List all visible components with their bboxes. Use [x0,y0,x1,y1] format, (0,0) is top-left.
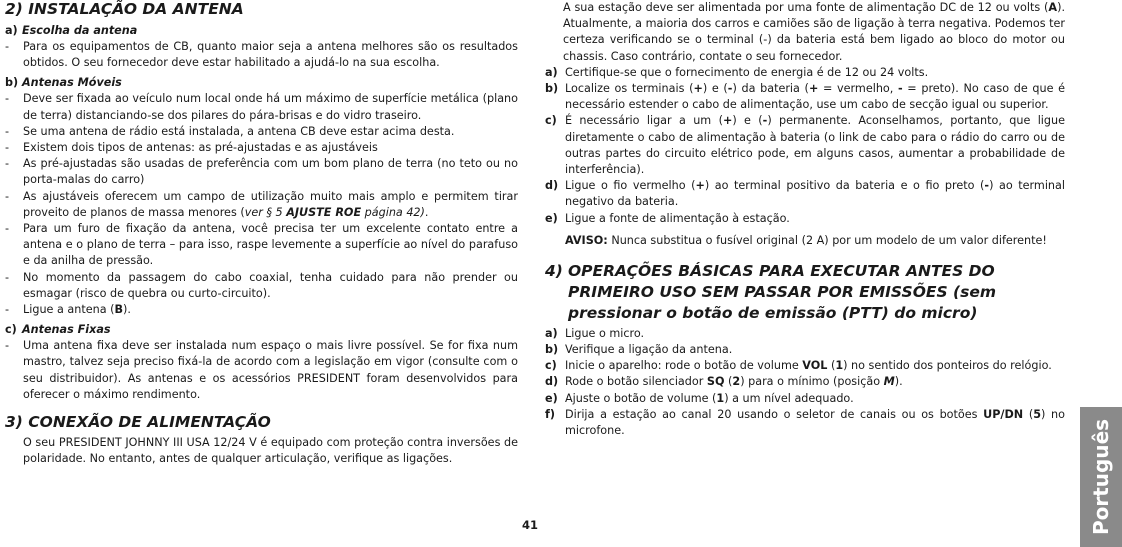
power-intro-paragraph: O seu PRESIDENT JOHNNY III USA 12/24 V é equipado com proteção contra inversões de polaridade. No entanto, antes de qualquer articulação, verifique as ligações. [23,436,518,466]
list-item: b) Verifique a ligação da antena. [545,343,733,357]
left-column [5,0,518,467]
list-item: b) Localize os terminais (+) e (-) da bateria (+ = vermelho, - = preto). No caso de que é necessário estender o cabo de alimentação, use um cabo de secção igual ou superior. [545,82,1065,112]
list-item: - Uma antena fixa deve ser instalada num espaço o mais livre possível. Se for fixa num mastro, talvez seja preciso fixá-la de acordo com a legislação em vigor (consulte com o seu distribuidor). As antenas e os acessórios PRESIDENT foram desenvolvidos para oferecer o máximo rendimento. [5,339,518,401]
list-item: c) Inicie o aparelho: rode o botão de volume VOL (1) no sentido dos ponteiros do relógio. [545,359,1052,373]
list-item: a) Ligue o micro. [545,326,645,340]
subheading-fixed-antennas: c) Antenas Fixas [5,323,111,337]
list-item: - Se uma antena de rádio está instalada, a antena CB deve estar acima desta. [5,124,455,138]
list-item: - Existem dois tipos de antenas: as pré-ajustadas e as ajustáveis [5,141,378,155]
cross-reference-title: AJUSTE ROE [286,205,362,219]
list-item: - As pré-ajustadas são usadas de preferência com um bom plano de terra (no teto ou no porta-malas do carro) [5,157,518,187]
list-item: c) É necessário ligar a um (+) e (-) permanente. Aconselhamos, portanto, que ligue diretamente o cabo de alimentação à bateria (o link de cabo para o rádio do carro ou de outras partes do circuito elétrico pode, em alguns casos, aumentar a probabilidade de interferência). [545,114,1065,177]
right-column [545,0,1065,439]
power-source-paragraph: A sua estação deve ser alimentada por uma fonte de alimentação DC de 12 ou volts (A). Atualmente, a maioria dos carros e camiões são de ligação à terra negativa. Podemos ter certeza verificando se o terminal (-) da bateria está bem ligado ao bloco do motor ou chassis. Caso contrário, contate o seu fornecedor. [563,1,1065,63]
list-item: f) Dirija a estação ao canal 20 usando o seletor de canais ou os botões UP/DN (5) no microfone. [545,407,1065,438]
list-item: - As ajustáveis oferecem um campo de utilização muito mais amplo e permitem tirar proveito de planos de massa menores (ver § 5 AJUSTE ROE página 42). [5,189,518,219]
list-item: a) Certifique-se que o fornecimento de energia é de 12 ou 24 volts. [545,65,929,79]
page-number: 41 [522,518,539,532]
list-item: d) Rode o botão silenciador SQ (2) para o mínimo (posição M). [545,375,903,389]
list-item: - Para os equipamentos de CB, quanto maior seja a antena melhores são os resultados obtidos. O seu fornecedor deve estar habilitado a ajudá-lo na sua escolha. [5,40,518,70]
subheading-mobile-antennas: b) Antenas Móveis [5,76,122,90]
subheading-antenna-choice: a) Escolha da antena [5,24,138,37]
section-4-heading: 4) OPERAÇÕES BÁSICAS PARA EXECUTAR ANTES DO PRIMEIRO USO SEM PASSAR POR EMISSÕES (sem pressionar o botão de emissão (PTT) do micro) [545,261,996,322]
list-item: d) Ligue o fio vermelho (+) ao terminal positivo da bateria e o fio preto (-) ao terminal negativo da bateria. [545,179,1065,209]
section-3-heading: 3) CONEXÃO DE ALIMENTAÇÃO [5,413,271,432]
language-label: Português [1089,418,1113,536]
language-side-tab [1080,407,1122,547]
warning-label: AVISO: [565,233,608,247]
list-item: - Deve ser fixada ao veículo num local onde há um máximo de superfície metálica (plano de terra) distanciando-se dos pilares do pára-brisas e do vidro traseiro. [5,92,518,122]
cross-reference: ver § 5 [244,205,287,219]
list-item: e) Ligue a fonte de alimentação à estação. [545,211,790,225]
list-item: - Para um furo de fixação da antena, você precisa ter um excelente contato entre a antena e o plano de terra – para isso, raspe levemente a superfície ao nível do parafuso e da anilha de pressão. [5,222,518,268]
list-item: - No momento da passagem do cabo coaxial, tenha cuidado para não prender ou esmagar (risco de quebra ou curto-circuito). [5,270,518,300]
warning-note: AVISO: Nunca substitua o fusível original (2 A) por um modelo de um valor diferente! [565,233,1047,247]
list-item: - Ligue a antena (B). [5,303,131,317]
section-2-heading: 2) INSTALAÇÃO DA ANTENA [5,0,244,18]
list-item: e) Ajuste o botão de volume (1) a um nível adequado. [545,391,854,405]
